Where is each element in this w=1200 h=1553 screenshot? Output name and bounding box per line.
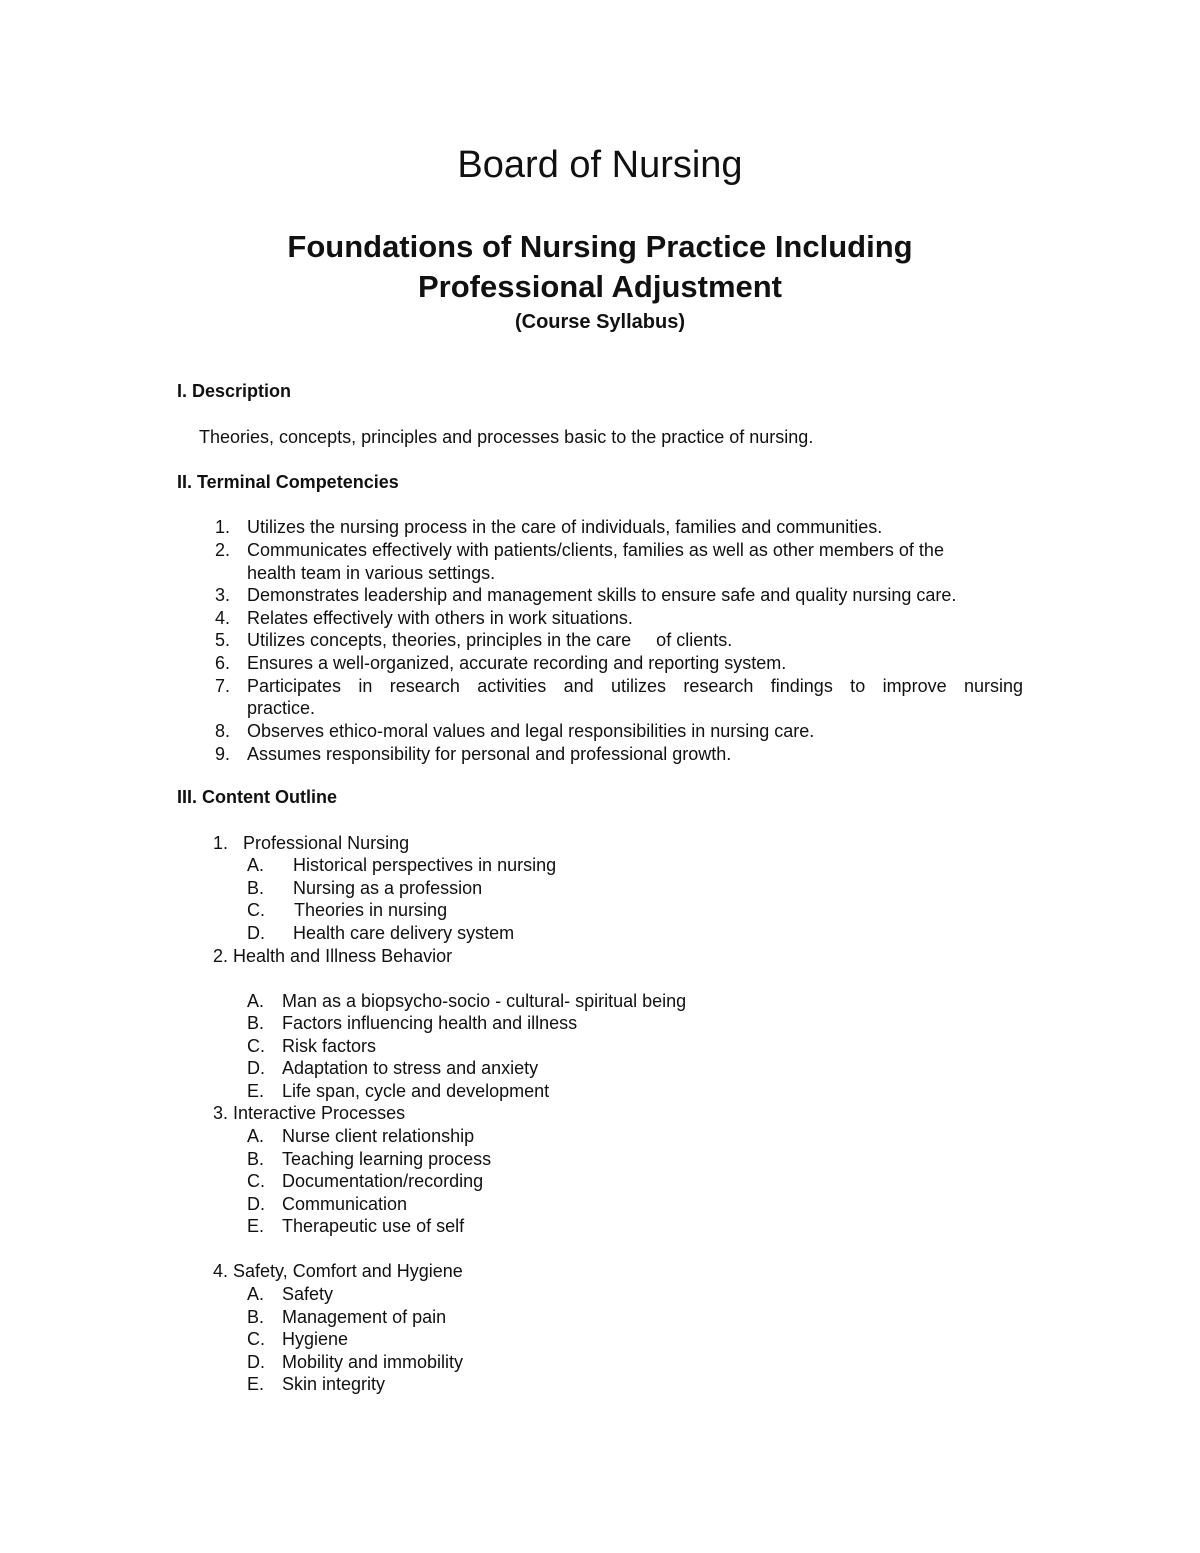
outline-topic: 1. Professional Nursing — [213, 833, 410, 853]
outline-sub-letter: C. — [247, 1171, 265, 1191]
course-subtitle: (Course Syllabus) — [514, 311, 686, 333]
outline-sub-letter: E. — [247, 1081, 265, 1101]
competency-number: 9. — [214, 744, 230, 764]
outline-sub-item: Adaptation to stress and anxiety — [282, 1058, 539, 1078]
outline-sub-letter: B. — [247, 1013, 265, 1033]
outline-sub-item: Factors influencing health and illness — [282, 1013, 578, 1033]
competency-number: 6. — [214, 653, 230, 673]
outline-sub-letter: D. — [247, 1352, 265, 1372]
outline-sub-item: Risk factors — [282, 1036, 377, 1056]
outline-sub-letter: B. — [247, 878, 265, 898]
outline-sub-item: Documentation/recording — [282, 1171, 484, 1191]
org-title: Board of Nursing — [457, 144, 743, 186]
competency-text: Utilizes concepts, theories, principles in the care of clients. — [247, 630, 733, 650]
outline-sub-letter: C. — [247, 1036, 265, 1056]
outline-sub-letter: D. — [247, 1058, 265, 1078]
outline-sub-item: Teaching learning process — [282, 1149, 492, 1169]
outline-sub-item: Therapeutic use of self — [282, 1216, 465, 1236]
description-text: Theories, concepts, principles and processes basic to the practice of nursing. — [199, 427, 814, 447]
outline-sub-letter: B. — [247, 1307, 265, 1327]
outline-sub-item: Historical perspectives in nursing — [293, 855, 557, 875]
course-title-line1: Foundations of Nursing Practice Including — [287, 229, 913, 264]
outline-sub-letter: D. — [247, 923, 265, 943]
competency-text: Communicates effectively with patients/clients, families as well as other members of the — [247, 540, 944, 560]
outline-sub-item: Nurse client relationship — [282, 1126, 475, 1146]
competency-number: 8. — [214, 721, 230, 741]
outline-sub-item: Man as a biopsycho-socio - cultural- spiritual being — [282, 991, 687, 1011]
outline-sub-item: Health care delivery system — [293, 923, 515, 943]
competency-text: Observes ethico-moral values and legal responsibilities in nursing care. — [247, 721, 815, 741]
description-heading: I. Description — [177, 381, 292, 401]
competency-text-continued: practice. — [247, 698, 316, 718]
outline-sub-item: Life span, cycle and development — [282, 1081, 550, 1101]
competency-text: Demonstrates leadership and management skills to ensure safe and quality nursing care. — [247, 585, 957, 605]
outline-sub-letter: C. — [247, 900, 265, 920]
outline-sub-item: Hygiene — [282, 1329, 349, 1349]
outline-sub-item: Communication — [282, 1194, 408, 1214]
competency-number: 1. — [214, 517, 230, 537]
competency-text: Utilizes the nursing process in the care of individuals, families and communities. — [247, 517, 883, 537]
outline-heading: III. Content Outline — [177, 787, 337, 807]
competencies-heading: II. Terminal Competencies — [177, 472, 399, 492]
course-title-line2: Professional Adjustment — [417, 269, 783, 304]
outline-sub-item: Management of pain — [282, 1307, 447, 1327]
competency-number: 3. — [214, 585, 230, 605]
competency-text: Participates in research activities and utilizes research findings to improve nursing — [247, 676, 1023, 696]
outline-sub-item: Safety — [282, 1284, 334, 1304]
outline-topic: 3. Interactive Processes — [213, 1103, 406, 1123]
competency-text: Relates effectively with others in work situations. — [247, 608, 633, 628]
outline-sub-letter: E. — [247, 1374, 265, 1394]
outline-sub-letter: B. — [247, 1149, 265, 1169]
outline-sub-letter: A. — [247, 991, 265, 1011]
outline-sub-letter: A. — [247, 855, 265, 875]
competency-text-continued: health team in various settings. — [247, 563, 496, 583]
competency-number: 2. — [214, 540, 230, 560]
outline-sub-item: Mobility and immobility — [282, 1352, 464, 1372]
outline-sub-item: Nursing as a profession — [293, 878, 483, 898]
outline-sub-item: Skin integrity — [282, 1374, 386, 1394]
outline-topic: 2. Health and Illness Behavior — [213, 946, 453, 966]
competency-number: 5. — [214, 630, 230, 650]
competency-number: 4. — [214, 608, 230, 628]
competency-text: Ensures a well-organized, accurate recording and reporting system. — [247, 653, 787, 673]
outline-sub-item: Theories in nursing — [294, 900, 448, 920]
outline-topic: 4. Safety, Comfort and Hygiene — [213, 1261, 463, 1281]
outline-sub-letter: A. — [247, 1126, 265, 1146]
outline-sub-letter: A. — [247, 1284, 265, 1304]
outline-sub-letter: D. — [247, 1194, 265, 1214]
competency-text: Assumes responsibility for personal and professional growth. — [247, 744, 732, 764]
outline-sub-letter: E. — [247, 1216, 265, 1236]
competency-number: 7. — [214, 676, 230, 696]
outline-sub-letter: C. — [247, 1329, 265, 1349]
